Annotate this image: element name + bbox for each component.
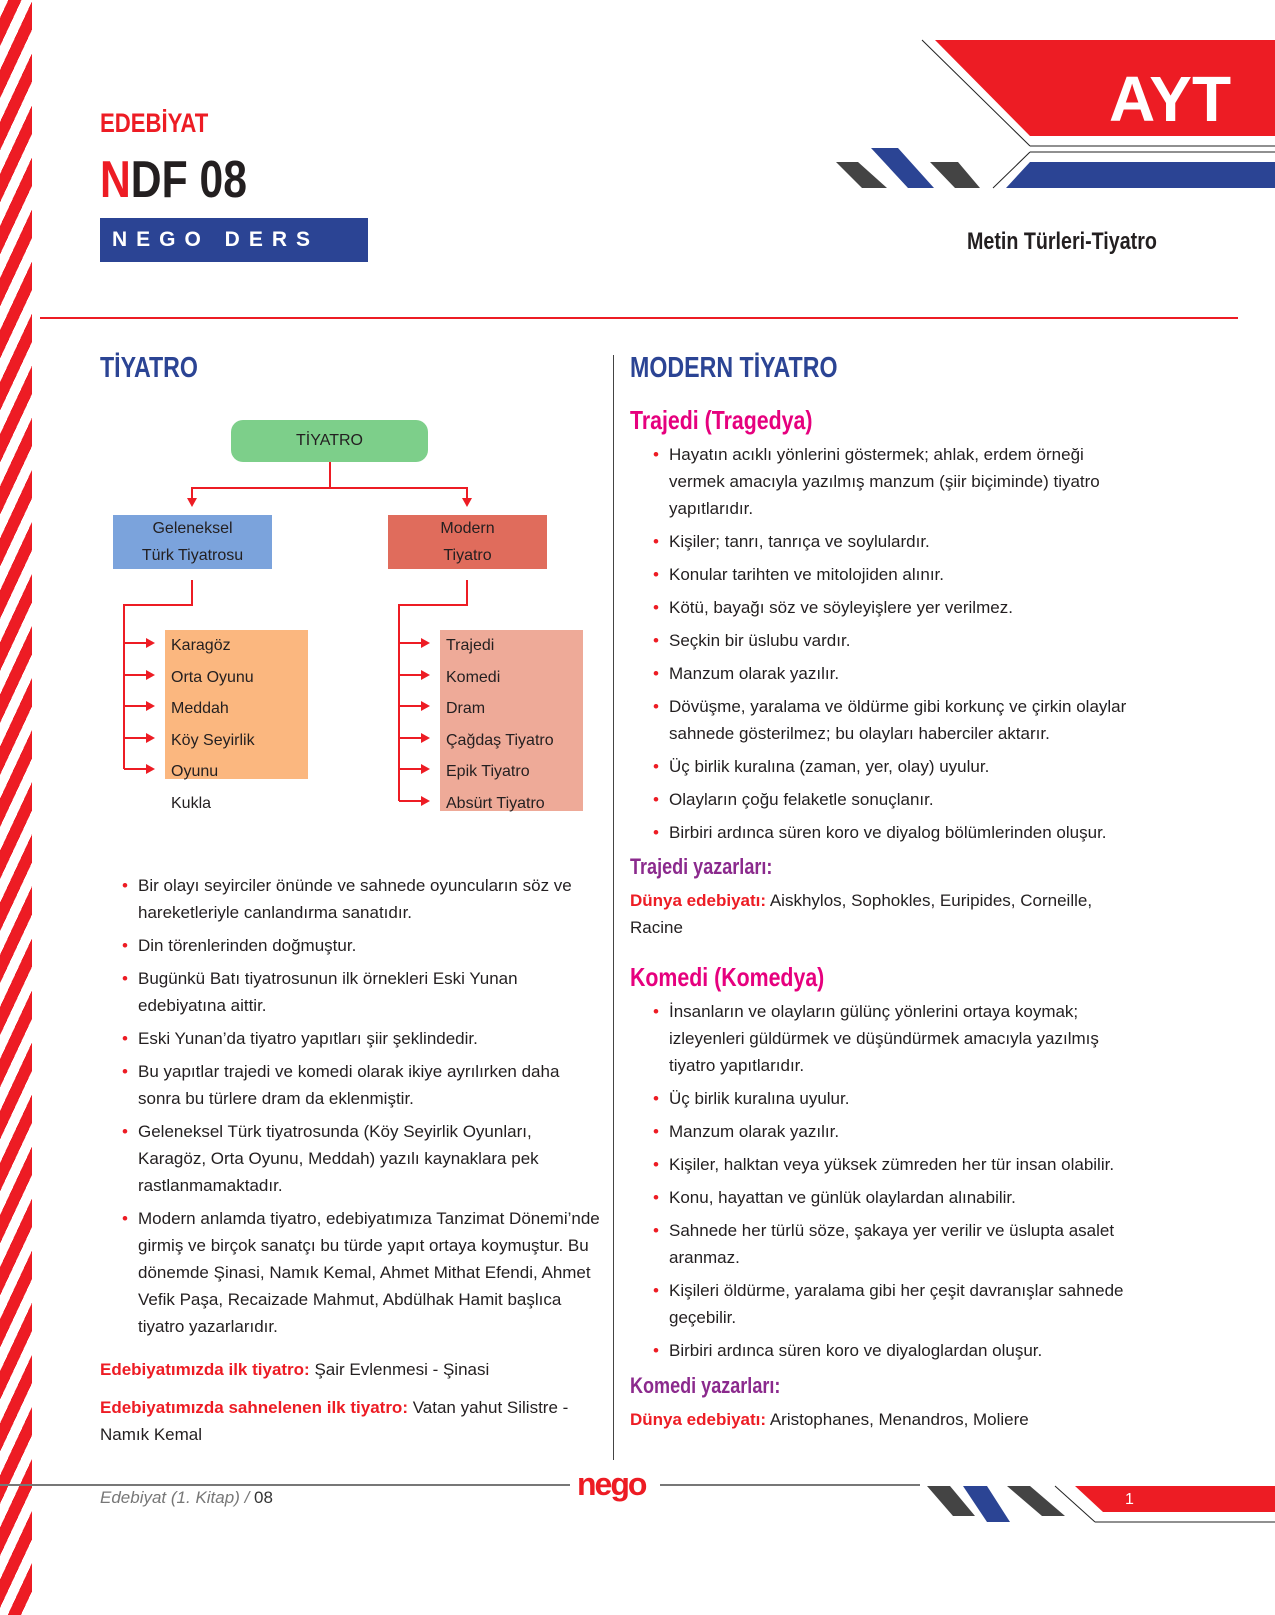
footer-book: Edebiyat (1. Kitap) / 08	[100, 1488, 273, 1507]
diagram-connector	[399, 674, 423, 676]
tragedy-authors-title: Trajedi yazarları:	[630, 854, 773, 879]
side-stripe-decoration	[0, 0, 32, 1615]
tiyatro-bullets: • Bir olayı seyirciler önünde ve sahnede oyuncuların söz ve hareketleriyle canlandırma sanatıdır. • Din törenlerinden doğmuştur. • Bugünkü Batı tiyatrosunun ilk örnekleri Eski Yunan edebiyatına aittir. • Eski Yunan’da tiyatro yapıtları şiir şeklindedir. • Bu yapıtlar trajedi ve komedi olarak ikiye ayrılırken daha sonra bu türlere dram da eklenmiştir. • Geleneksel Türk tiyatrosunda (Köy Seyirlik Oyunları, Karagöz, Orta Oyunu, Meddah) yazılı kaynaklara pek rastlanmamaktadır. • Modern anlamda tiyatro, edebiyatımıza Tanzimat Dönemi’nde girmiş ve birçok sanatçı bu türde yapıt ortaya koymuştur. Bu dönemde Şinasi, Namık Kemal, Ahmet Mithat Efendi, Ahmet Vefik Paşa, Recaizade Mahmut, Abdülhak Hamit başlıca tiyatro yazarlarıdır.	[122, 872, 602, 1346]
subject-label: EDEBİYAT	[100, 108, 209, 138]
traditional-items: Karagöz Orta Oyunu Meddah Köy Seyirlik Oyunu Kukla	[165, 630, 308, 779]
ayt-banner	[800, 38, 1275, 198]
diagram-connector	[399, 642, 423, 644]
comedy-world-authors: Dünya edebiyatı: Aristophanes, Menandros, Moliere	[630, 1410, 1029, 1429]
arrow-right-icon	[146, 701, 155, 711]
arrow-right-icon	[421, 764, 430, 774]
arrow-right-icon	[146, 764, 155, 774]
column-divider	[613, 355, 614, 1460]
arrow-right-icon	[146, 670, 155, 680]
diagram-connector	[399, 800, 423, 802]
svg-text:AYT: AYT	[1108, 63, 1232, 135]
tragedy-world-authors: Dünya edebiyatı: Aiskhylos, Sophokles, Euripides, Corneille, Racine	[630, 891, 1093, 937]
footer-line-left	[0, 1484, 570, 1486]
section-heading-modern: MODERN TİYATRO	[630, 352, 838, 384]
diagram-modern-box: Modern Tiyatro	[388, 515, 547, 569]
arrow-right-icon	[421, 733, 430, 743]
first-play: Edebiyatımızda ilk tiyatro: Şair Evlenmesi - Şinasi	[100, 1360, 490, 1379]
topic-title: Metin Türleri-Tiyatro	[967, 228, 1157, 255]
comedy-bullets: • İnsanların ve olayların gülünç yönlerini ortaya koymak; izleyenleri güldürmek ve düşündürmek amacıyla yazılmış tiyatro yapıtlarıdır. • Üç birlik kuralına uyulur. • Manzum olarak yazılır. • Kişiler, halktan veya yüksek zümreden her tür insan olabilir. • Konu, hayattan ve günlük olaylardan alınabilir. • Sahnede her türlü söze, şakaya yer verilir ve üslupta asalet aranmaz. • Kişileri öldürme, yaralama gibi her çeşit davranışlar sahnede geçebilir. • Birbiri ardınca süren koro ve diyaloglardan oluşur.	[653, 998, 1133, 1370]
diagram-connector	[124, 674, 148, 676]
tragedy-title: Trajedi (Tragedya)	[630, 405, 813, 435]
diagram-connector	[399, 737, 423, 739]
arrow-right-icon	[421, 701, 430, 711]
document-code: NDF 08	[100, 151, 247, 209]
arrow-right-icon	[421, 796, 430, 806]
modern-items: Trajedi Komedi Dram Çağdaş Tiyatro Epik Tiyatro Absürt Tiyatro	[440, 630, 583, 811]
arrow-right-icon	[421, 638, 430, 648]
diagram-root: TİYATRO	[231, 420, 428, 462]
section-heading-tiyatro: TİYATRO	[100, 352, 198, 384]
arrow-right-icon	[421, 670, 430, 680]
tragedy-bullets: • Hayatın acıklı yönlerini göstermek; ahlak, erdem örneği vermek amacıyla yazılmış manzum (şiir biçiminde) tiyatro yapıtlarıdır. • Kişiler; tanrı, tanrıça ve soylulardır. • Konular tarihten ve mitolojiden alınır. • Kötü, bayağı söz ve söyleyişlere yer verilmez. • Seçkin bir üslubu vardır. • Manzum olarak yazılır. • Dövüşme, yaralama ve öldürme gibi korkunç ve çirkin olaylar sahnede gösterilmez; bu olayları haberciler aktarır. • Üç birlik kuralına (zaman, yer, olay) uyulur. • Olayların çoğu felaketle sonuçlanır. • Birbiri ardınca süren koro ve diyalog bölümlerinden oluşur.	[653, 441, 1133, 852]
diagram-connector	[124, 737, 148, 739]
arrow-right-icon	[146, 733, 155, 743]
series-badge: NEGO DERS FÖYÜ	[100, 218, 368, 262]
diagram-connector	[399, 768, 423, 770]
footer-line-right	[660, 1484, 920, 1486]
svg-text:1: 1	[1125, 1491, 1134, 1508]
footer-banner	[925, 1484, 1275, 1524]
diagram-connector	[124, 642, 148, 644]
diagram-traditional-box: Geleneksel Türk Tiyatrosu	[113, 515, 272, 569]
arrow-right-icon	[146, 638, 155, 648]
nego-logo: nego	[577, 1466, 646, 1502]
diagram-connector	[124, 768, 148, 770]
first-staged-play: Edebiyatımızda sahnelenen ilk tiyatro: Vatan yahut Silistre - Namık Kemal	[100, 1398, 569, 1444]
header-divider	[40, 317, 1238, 319]
comedy-title: Komedi (Komedya)	[630, 962, 825, 992]
diagram-connector	[399, 705, 423, 707]
comedy-authors-title: Komedi yazarları:	[630, 1373, 781, 1398]
diagram-connector	[124, 705, 148, 707]
